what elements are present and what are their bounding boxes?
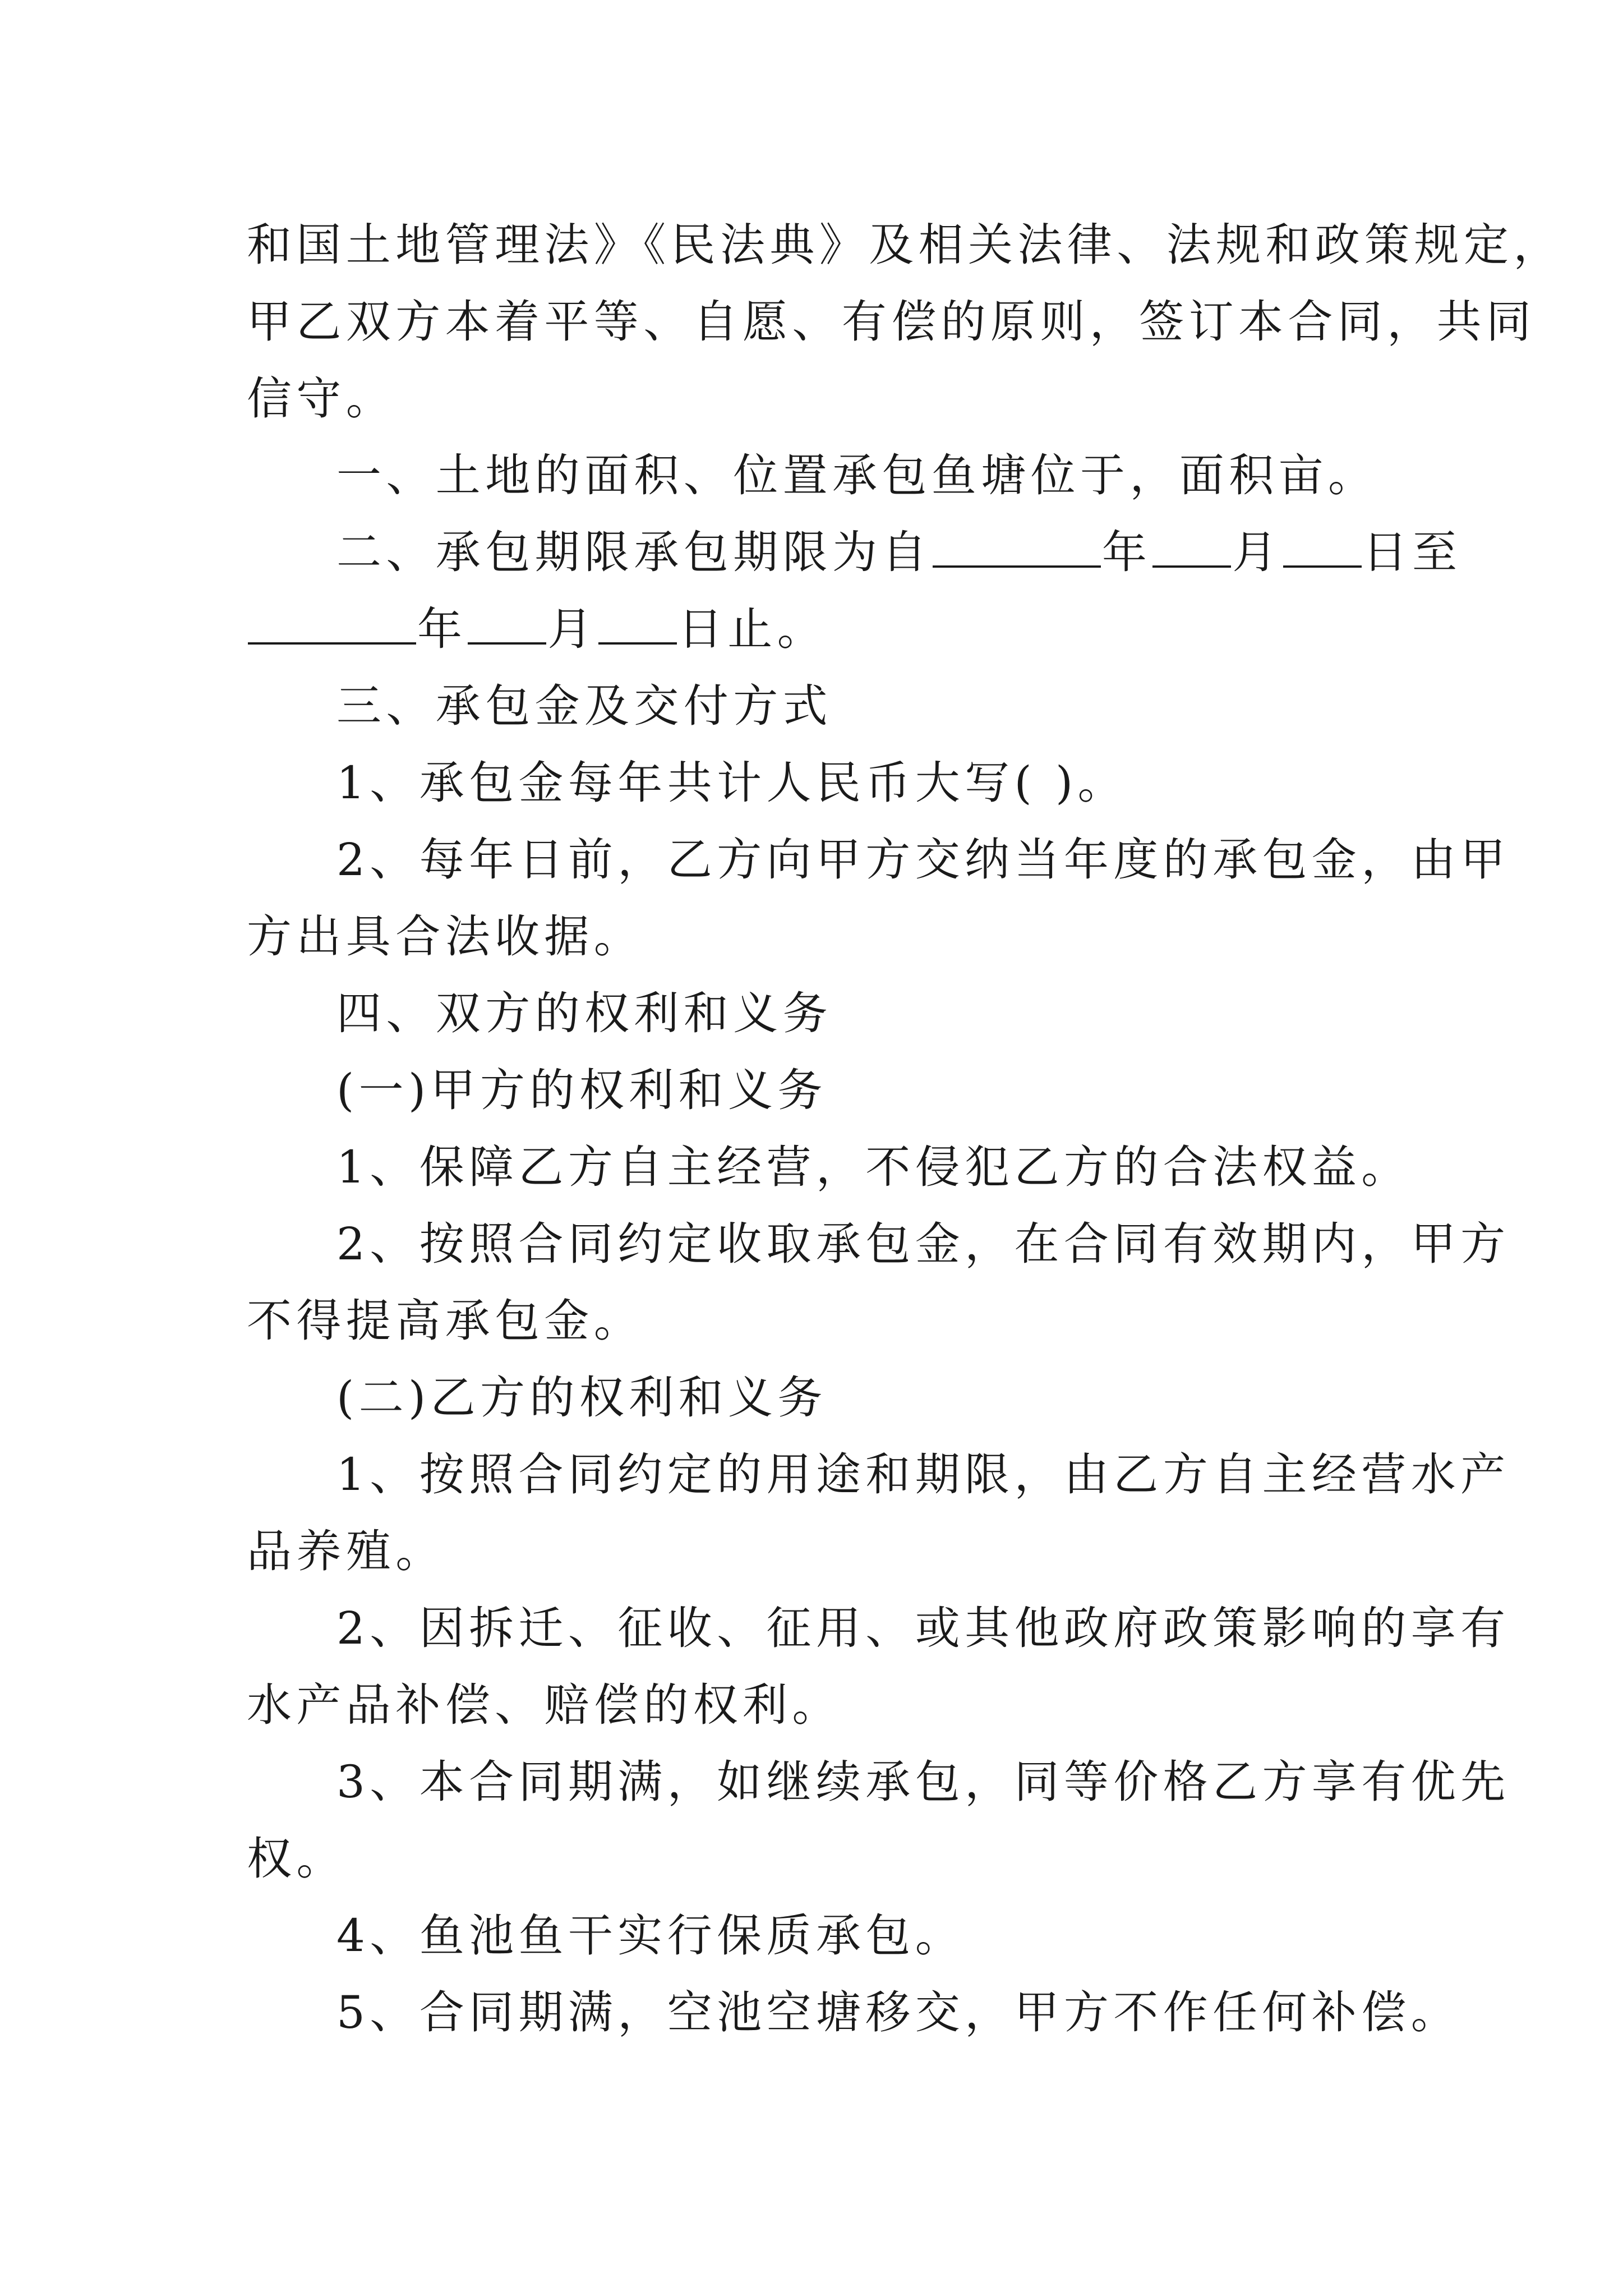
- text-line: 水产品补偿、赔偿的权利。: [247, 1679, 842, 1731]
- text-line: 1、按照合同约定的用途和期限，由乙方自主经营水产: [336, 1448, 1510, 1501]
- text-line: 方出具合法收据。: [247, 910, 644, 963]
- text-line: 1、保障乙方自主经营，不侵犯乙方的合法权益。: [336, 1141, 1411, 1193]
- term-year: 年: [1101, 526, 1152, 578]
- section-heading: 四、双方的权利和义务: [336, 987, 832, 1039]
- text-line: 3、本合同期满，如继续承包，同等价格乙方享有优先: [336, 1756, 1510, 1808]
- text-line: 品养殖。: [247, 1525, 445, 1577]
- clause-1-land: 一、土地的面积、位置承包鱼塘位于，面积亩。: [336, 449, 1378, 501]
- text-line: 不得提高承包金。: [247, 1295, 644, 1347]
- clause-2-term-continued: [247, 591, 1387, 668]
- text-line: 4、鱼池鱼干实行保质承包。: [336, 1910, 965, 1962]
- blank-field: [1283, 526, 1362, 568]
- subsection-heading: (一)甲方的权利和义务: [336, 1064, 827, 1116]
- text-line: 权。: [247, 1833, 346, 1885]
- term-month-end: 月: [547, 603, 597, 655]
- text-line: 5、合同期满，空池空塘移交，甲方不作任何补偿。: [336, 1986, 1461, 2039]
- text-line: 2、因拆迁、征收、征用、或其他政府政策影响的享有: [336, 1602, 1510, 1654]
- text-line: 和国土地管理法》《民法典》及相关法律、法规和政策规定，: [247, 219, 1563, 271]
- text-line: 1、承包金每年共计人民币大写( )。: [336, 757, 1127, 809]
- text-line: 2、按照合同约定收取承包金，在合同有效期内，甲方: [336, 1218, 1510, 1270]
- blank-field: [468, 603, 546, 645]
- term-day-to: 日至: [1362, 526, 1462, 578]
- blank-field: [1152, 526, 1231, 568]
- subsection-heading: (二)乙方的权利和义务: [336, 1372, 827, 1424]
- text-line: 信守。: [247, 372, 396, 425]
- section-heading: 三、承包金及交付方式: [336, 680, 832, 732]
- text-line: 甲乙双方本着平等、自愿、有偿的原则，签订本合同，共同: [247, 296, 1536, 348]
- text-line: 2、每年日前，乙方向甲方交纳当年度的承包金，由甲: [336, 834, 1510, 886]
- contract-text: [247, 206, 1563, 2051]
- blank-field: [248, 603, 416, 645]
- blank-field: [598, 603, 677, 645]
- term-day-end: 日止。: [677, 603, 827, 655]
- term-prefix: 二、承包期限承包期限为自: [336, 526, 932, 578]
- term-year-end: 年: [417, 603, 467, 655]
- blank-field: [933, 526, 1101, 568]
- clause-2-term: [247, 514, 1462, 591]
- term-month: 月: [1232, 526, 1282, 578]
